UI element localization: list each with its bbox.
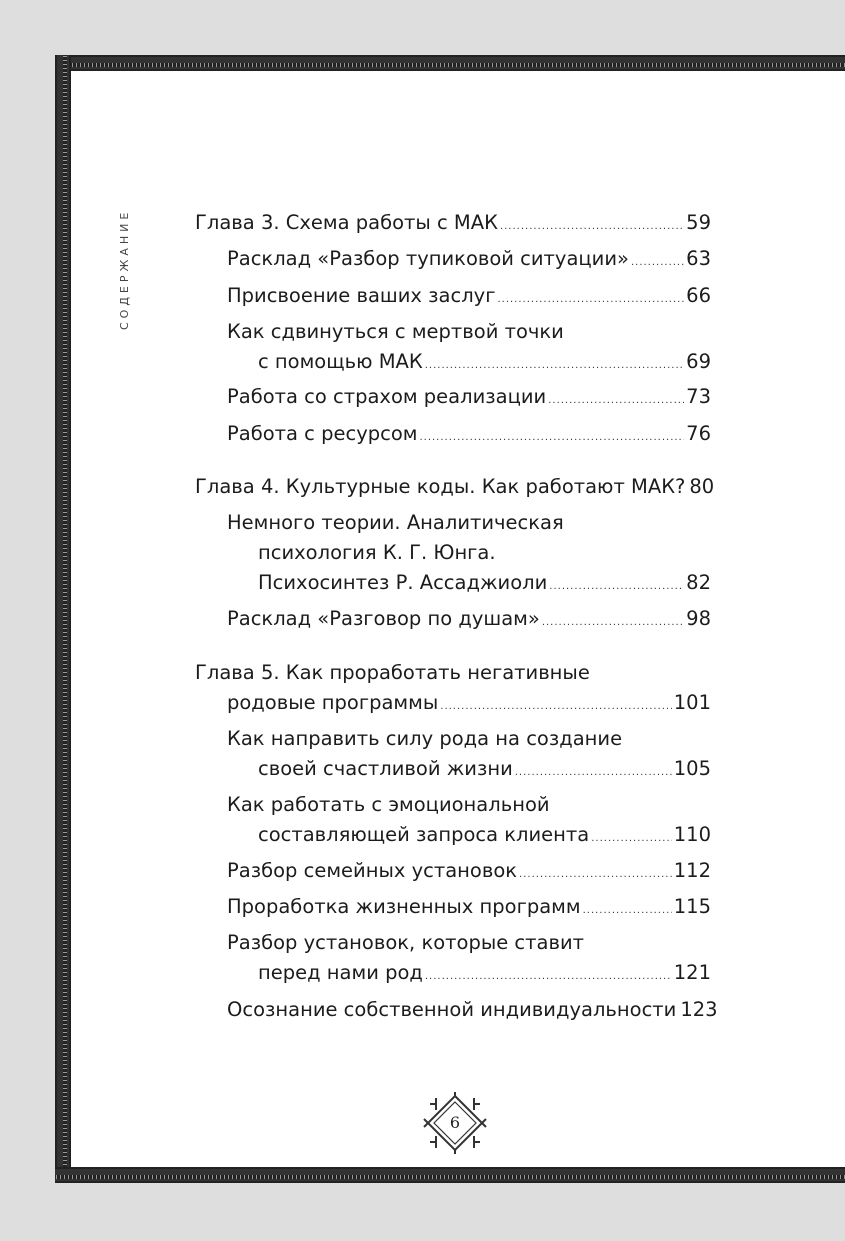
toc-leader-dots xyxy=(500,212,684,242)
toc-entry-title: Глава 4. Культурные коды. Как работают МАК? xyxy=(195,475,686,498)
toc-item[interactable] xyxy=(227,995,718,1025)
toc-leader-dots xyxy=(515,758,672,788)
toc-page-number: 121 xyxy=(673,961,711,984)
toc-leader-dots xyxy=(425,962,672,992)
toc-entry-title: Как сдвинуться с мертвой точки xyxy=(227,320,564,343)
toc-page-number: 123 xyxy=(680,998,718,1021)
toc-page-number: 76 xyxy=(686,422,711,445)
toc-item[interactable] xyxy=(227,892,711,922)
toc-entry-title-cont: родовые программы xyxy=(227,691,439,714)
toc-page-number: 98 xyxy=(686,607,711,630)
toc-item[interactable] xyxy=(227,317,711,379)
toc-entry-title: Расклад «Разбор тупиковой ситуации» xyxy=(227,247,629,270)
toc-item[interactable] xyxy=(227,244,711,274)
toc-page-number: 73 xyxy=(686,385,711,408)
toc-entry-title: Расклад «Разговор по душам» xyxy=(227,607,540,630)
toc-entry-title: Глава 3. Схема работы с МАК xyxy=(195,211,498,234)
toc-page-number: 101 xyxy=(673,691,711,714)
toc-entry-title: Глава 5. Как проработать негативные xyxy=(195,661,590,684)
toc-entry-title-cont: с помощью МАК xyxy=(258,350,423,373)
toc-page-number: 115 xyxy=(673,895,711,918)
toc-leader-dots xyxy=(631,248,684,278)
toc-item[interactable] xyxy=(227,604,711,634)
toc-item[interactable] xyxy=(227,382,711,412)
toc-chapter-3[interactable] xyxy=(195,208,711,238)
running-head: СОДЕРЖАНИЕ xyxy=(118,208,131,330)
toc-item[interactable] xyxy=(227,928,711,990)
toc-page-number: 112 xyxy=(673,859,711,882)
toc-page-number: 80 xyxy=(689,475,715,498)
toc-entry-title: Как направить силу рода на создание xyxy=(227,727,623,750)
toc-leader-dots xyxy=(591,824,672,854)
toc-entry-title: Разбор установок, которые ставит xyxy=(227,931,584,954)
toc-entry-title: Работа с ресурсом xyxy=(227,422,418,445)
toc-entry-title-cont: составляющей запроса клиента xyxy=(258,823,590,846)
toc-leader-dots xyxy=(497,285,684,315)
toc-page-number: 59 xyxy=(686,211,711,234)
toc-leader-dots xyxy=(583,896,672,926)
toc-item[interactable] xyxy=(227,856,711,886)
toc-entry-title: Разбор семейных установок xyxy=(227,859,518,882)
toc-leader-dots xyxy=(519,860,672,890)
toc-leader-dots xyxy=(548,386,684,416)
toc-entry-title: Работа со страхом реализации xyxy=(227,385,547,408)
page-number: 6 xyxy=(449,1113,461,1132)
toc-leader-dots xyxy=(542,608,684,638)
toc-entry-title: Присвоение ваших заслуг xyxy=(227,284,496,307)
toc-entry-title-cont: перед нами род xyxy=(258,961,423,984)
toc-item[interactable] xyxy=(227,724,711,786)
page-number-emblem xyxy=(422,1090,488,1156)
toc-leader-dots xyxy=(549,572,684,602)
toc-entry-title-cont: своей счастливой жизни xyxy=(258,757,513,780)
toc-item[interactable] xyxy=(227,508,711,600)
toc-leader-dots xyxy=(419,423,684,453)
toc-entry-title: Осознание собственной индивидуальности xyxy=(227,998,677,1021)
toc-page-number: 82 xyxy=(686,571,711,594)
toc-page-number: 66 xyxy=(686,284,711,307)
toc-item[interactable] xyxy=(227,790,711,852)
toc-page-number: 105 xyxy=(673,757,711,780)
toc-page-number: 69 xyxy=(686,350,711,373)
toc-page-number: 110 xyxy=(673,823,711,846)
toc-leader-dots xyxy=(425,351,684,381)
toc-entry-title: Проработка жизненных программ xyxy=(227,895,581,918)
toc-item[interactable] xyxy=(227,281,711,311)
toc-entry-title-cont: психология К. Г. Юнга. xyxy=(258,541,496,564)
toc-page-number: 63 xyxy=(686,247,711,270)
toc-entry-title: Как работать с эмоциональной xyxy=(227,793,550,816)
toc-chapter-4[interactable] xyxy=(195,472,715,502)
toc-leader-dots xyxy=(440,692,672,722)
toc-entry-title: Немного теории. Аналитическая xyxy=(227,511,564,534)
toc-entry-title-cont: Психосинтез Р. Ассаджиоли xyxy=(258,571,548,594)
toc-item[interactable] xyxy=(227,419,711,449)
toc-chapter-5[interactable] xyxy=(195,658,711,720)
